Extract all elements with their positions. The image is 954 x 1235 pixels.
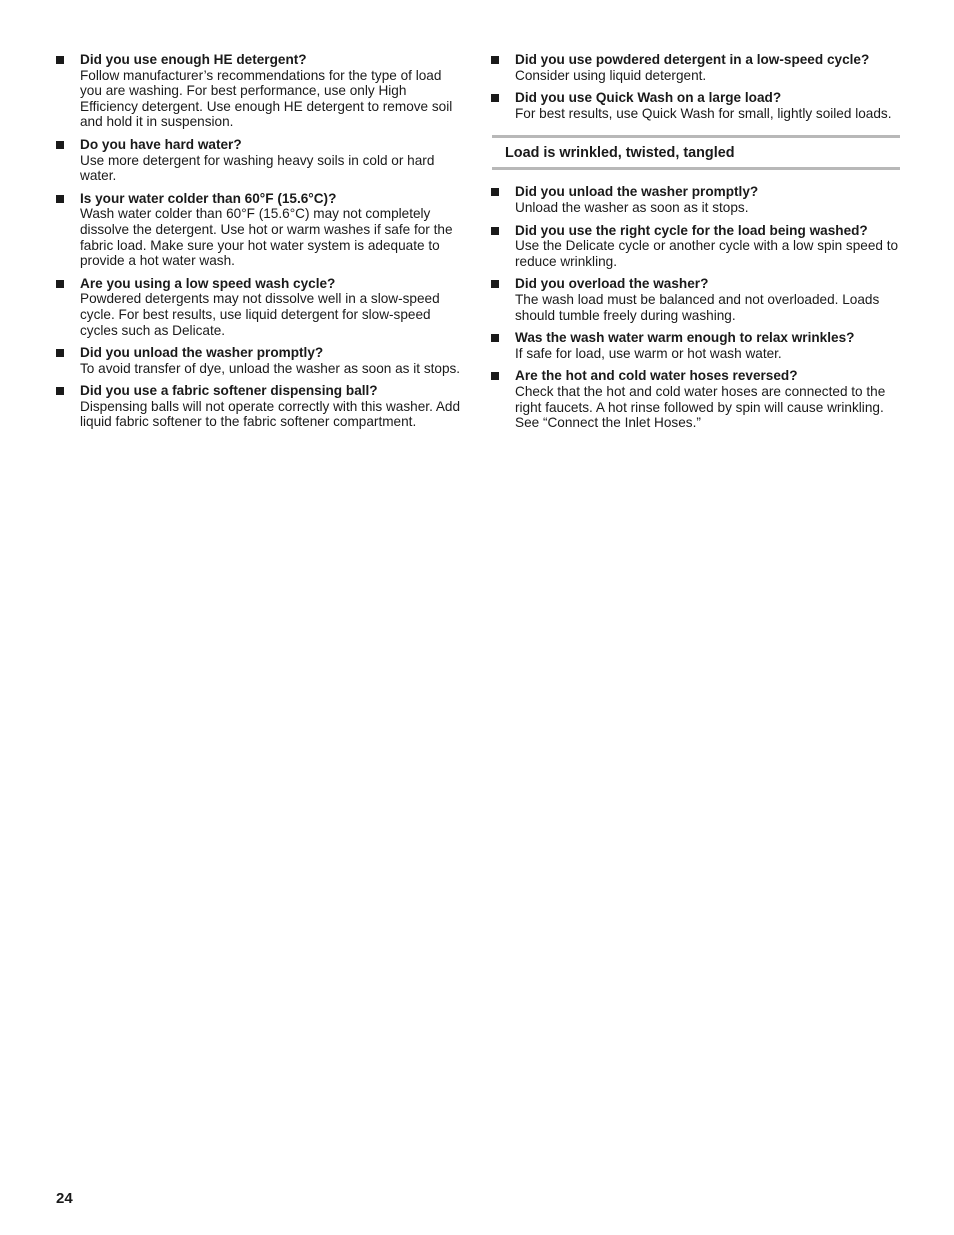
item-question: Did you unload the washer promptly?: [515, 184, 759, 200]
square-bullet-icon: [491, 56, 499, 64]
item-question: Do you have hard water?: [80, 136, 242, 152]
list-item: [55, 52, 467, 130]
square-bullet-icon: [491, 188, 499, 196]
item-answer: Follow manufacturer’s recommendations for the type of load you are washing. For best performance, use only High Efficiency detergent. Use enough HE detergent to remove soil and hold it in suspension.: [80, 67, 453, 130]
list-item: [490, 276, 900, 323]
item-answer: Dispensing balls will not operate correctly with this washer. Add liquid fabric softener to the fabric softener compartment.: [80, 398, 461, 430]
item-answer: Use the Delicate cycle or another cycle with a low spin speed to reduce wrinkling.: [515, 238, 899, 269]
item-question: Did you use powdered detergent in a low-speed cycle?: [515, 52, 870, 67]
square-bullet-icon: [491, 280, 499, 288]
list-item: [490, 368, 900, 430]
square-bullet-icon: [56, 195, 64, 203]
item-answer: Check that the hot and cold water hoses are connected to the right faucets. A hot rinse followed by spin will cause wrinkling. See “Connect the Inlet Hoses.”: [515, 383, 886, 431]
item-question: Did you use the right cycle for the load being washed?: [515, 222, 868, 238]
list-item: [55, 383, 467, 430]
square-bullet-icon: [491, 372, 499, 380]
square-bullet-icon: [491, 94, 499, 102]
list-item: [490, 223, 900, 270]
item-question: Did you overload the washer?: [515, 276, 709, 292]
item-question: Did you use Quick Wash on a large load?: [515, 90, 782, 106]
item-answer: Powdered detergents may not dissolve well in a slow-speed cycle. For best results, use liquid detergent for slow-speed cycles such as Delicate.: [80, 291, 440, 338]
list-item: [490, 52, 900, 83]
list-item: [490, 330, 900, 361]
item-answer: Unload the washer as soon as it stops.: [515, 199, 749, 215]
item-question: Did you unload the washer promptly?: [80, 345, 324, 361]
section-heading: Load is wrinkled, twisted, tangled: [492, 135, 900, 170]
square-bullet-icon: [491, 334, 499, 342]
item-question: Did you use a fabric softener dispensing ball?: [80, 383, 378, 399]
item-question: Is your water colder than 60°F (15.6°C)?: [80, 190, 337, 206]
item-answer: For best results, use Quick Wash for small, lightly soiled loads.: [515, 105, 892, 121]
item-question: Are the hot and cold water hoses reversed?: [515, 368, 798, 384]
item-question: Did you use enough HE detergent?: [80, 52, 307, 67]
item-answer: To avoid transfer of dye, unload the washer as soon as it stops.: [80, 360, 461, 376]
square-bullet-icon: [56, 349, 64, 357]
square-bullet-icon: [56, 387, 64, 395]
list-item: [55, 191, 467, 269]
list-item: [55, 137, 467, 184]
list-item: [490, 184, 900, 215]
item-answer: Wash water colder than 60°F (15.6°C) may not completely dissolve the detergent. Use hot or warm washes if safe for the fabric load. Make sure your hot water system is adequate to provide a hot water wash.: [80, 206, 453, 269]
item-question: Was the wash water warm enough to relax wrinkles?: [515, 330, 855, 346]
square-bullet-icon: [56, 141, 64, 149]
square-bullet-icon: [491, 227, 499, 235]
square-bullet-icon: [56, 280, 64, 288]
left-column: [55, 52, 467, 437]
list-item: [490, 90, 900, 121]
page-number: 24: [56, 1190, 73, 1207]
item-question: Are you using a low speed wash cycle?: [80, 275, 336, 291]
right-column: [490, 52, 900, 438]
item-answer: If safe for load, use warm or hot wash water.: [515, 345, 782, 361]
item-answer: The wash load must be balanced and not overloaded. Loads should tumble freely during washing.: [515, 291, 880, 323]
list-item: [55, 276, 467, 338]
item-answer: Consider using liquid detergent.: [515, 67, 707, 83]
item-answer: Use more detergent for washing heavy soils in cold or hard water.: [80, 152, 435, 184]
list-item: [55, 345, 467, 376]
square-bullet-icon: [56, 56, 64, 64]
